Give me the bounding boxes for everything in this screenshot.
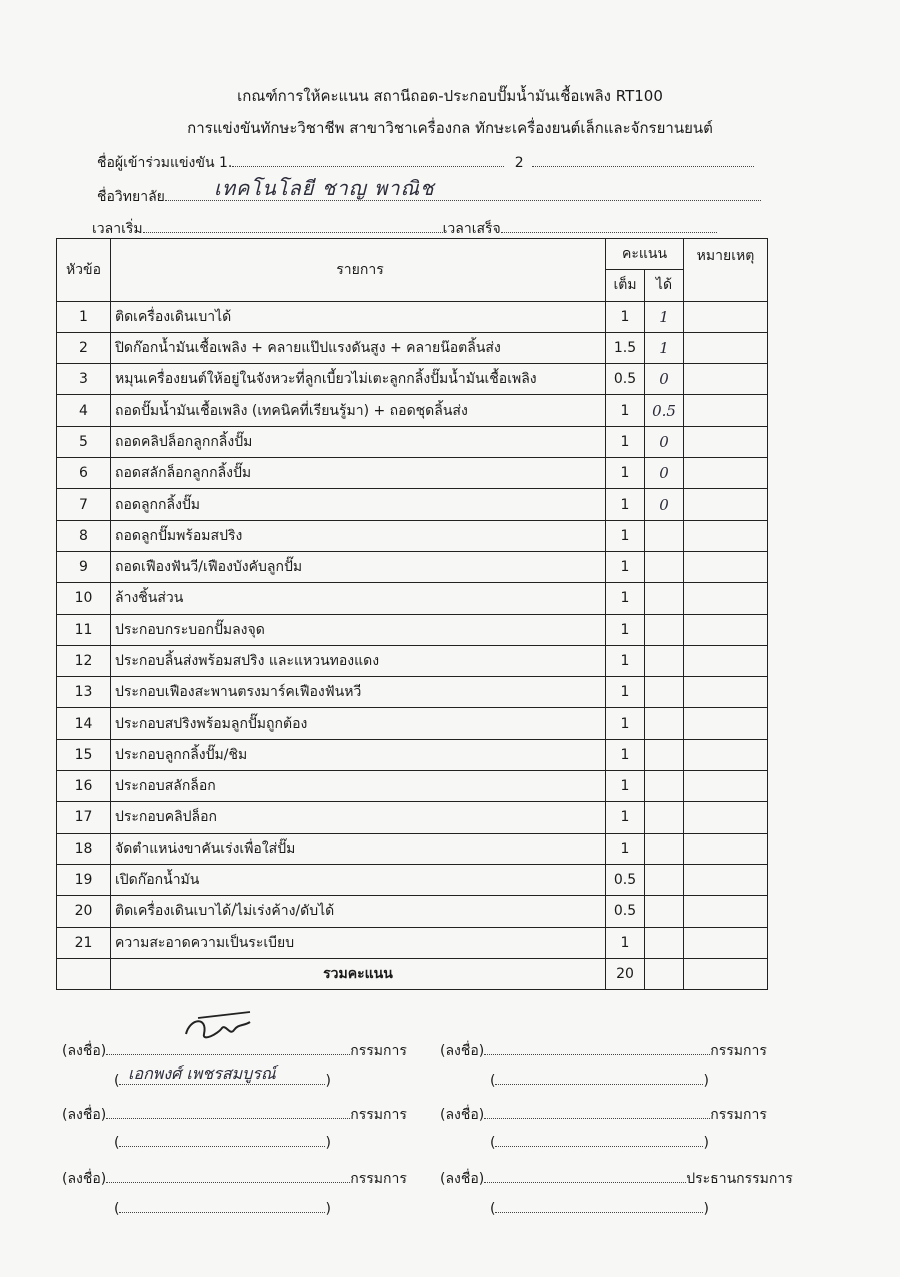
score-table-body — [57, 301, 768, 958]
signature-field[interactable] — [484, 1042, 710, 1055]
row-got-score[interactable] — [645, 583, 684, 614]
sign-label: (ลงชื่อ) — [440, 1171, 485, 1187]
row-note[interactable] — [684, 583, 768, 614]
row-full-score: 1 — [606, 677, 645, 708]
row-item: ประกอบกระบอกปั๊มลงจุด — [111, 614, 606, 645]
row-item: ประกอบคลิปล็อก — [111, 802, 606, 833]
sign-label: (ลงชื่อ) — [440, 1043, 485, 1059]
row-got-score[interactable]: 0 — [645, 458, 684, 489]
row-got-score[interactable]: 0.5 — [645, 395, 684, 426]
row-item: ถอดคลิปล็อกลูกกลิ้งปั๊ม — [111, 426, 606, 457]
name-3: ( ) — [114, 1135, 331, 1151]
row-note[interactable] — [684, 520, 768, 551]
table-row — [57, 802, 768, 833]
time-line — [92, 218, 717, 240]
end-time-label: เวลาเสร็จ — [442, 221, 501, 237]
total-full: 20 — [606, 958, 645, 989]
row-item: ล้างชิ้นส่วน — [111, 583, 606, 614]
name-2: ( ) — [490, 1073, 709, 1089]
row-got-score[interactable] — [645, 614, 684, 645]
row-got-score[interactable]: 1 — [645, 301, 684, 332]
table-row — [57, 551, 768, 582]
participant-2-label: 2 — [514, 155, 524, 171]
row-note[interactable] — [684, 426, 768, 457]
row-full-score: 1 — [606, 771, 645, 802]
row-item: เปิดก๊อกน้ำมัน — [111, 864, 606, 895]
row-got-score[interactable]: 0 — [645, 364, 684, 395]
row-number: 2 — [57, 332, 111, 363]
signature-5 — [62, 1168, 407, 1190]
participant-2-field[interactable] — [532, 154, 754, 167]
table-row — [57, 739, 768, 770]
signature-field[interactable] — [484, 1106, 710, 1119]
committee-label: กรรมการ — [710, 1043, 767, 1059]
document-title: เกณฑ์การให้คะแนน สถานีถอด-ประกอบปั๊มน้ำมันเชื้อเพลิง RT100 — [237, 87, 663, 105]
participant-line — [97, 152, 754, 174]
header-note: หมายเหตุ — [684, 239, 768, 302]
name-field[interactable] — [119, 1134, 325, 1147]
row-note[interactable] — [684, 771, 768, 802]
header-score: คะแนน — [606, 239, 684, 270]
table-row — [57, 614, 768, 645]
row-full-score: 1 — [606, 739, 645, 770]
row-got-score[interactable] — [645, 708, 684, 739]
total-got[interactable] — [645, 958, 684, 989]
row-full-score: 1 — [606, 802, 645, 833]
row-item: ประกอบลูกกลิ้งปั๊ม/ชิม — [111, 739, 606, 770]
row-full-score: 1 — [606, 520, 645, 551]
name-field[interactable] — [119, 1200, 325, 1213]
row-note[interactable] — [684, 364, 768, 395]
row-got-score[interactable] — [645, 927, 684, 958]
header-topic: หัวข้อ — [57, 239, 111, 302]
row-number: 7 — [57, 489, 111, 520]
table-row — [57, 489, 768, 520]
row-got-score[interactable] — [645, 551, 684, 582]
row-item: ประกอบสลักล็อก — [111, 771, 606, 802]
signature-6 — [440, 1168, 793, 1190]
row-number: 19 — [57, 864, 111, 895]
row-number: 9 — [57, 551, 111, 582]
college-label: ชื่อวิทยาลัย — [97, 189, 165, 205]
row-full-score: 1 — [606, 614, 645, 645]
committee-label: กรรมการ — [350, 1107, 407, 1123]
row-number: 1 — [57, 301, 111, 332]
row-got-score[interactable] — [645, 771, 684, 802]
table-row — [57, 583, 768, 614]
committee-label: กรรมการ — [350, 1171, 407, 1187]
row-number: 18 — [57, 833, 111, 864]
row-note[interactable] — [684, 833, 768, 864]
row-got-score[interactable]: 0 — [645, 426, 684, 457]
row-note[interactable] — [684, 395, 768, 426]
row-number: 10 — [57, 583, 111, 614]
score-table — [56, 238, 768, 990]
name-field[interactable] — [495, 1200, 703, 1213]
row-item: ปิดก๊อกน้ำมันเชื้อเพลิง + คลายแป๊ปแรงดันสูง + คลายน๊อตลิ้นส่ง — [111, 332, 606, 363]
row-got-score[interactable] — [645, 645, 684, 676]
total-row — [57, 958, 768, 989]
table-row — [57, 771, 768, 802]
row-full-score: 1 — [606, 645, 645, 676]
row-number: 20 — [57, 896, 111, 927]
signature-field[interactable] — [106, 1170, 350, 1183]
row-number: 8 — [57, 520, 111, 551]
row-note[interactable] — [684, 864, 768, 895]
name-4: ( ) — [490, 1135, 709, 1151]
row-number: 6 — [57, 458, 111, 489]
row-item: ประกอบเฟืองสะพานตรงมาร์คเฟืองฟันหวี — [111, 677, 606, 708]
college-handwriting: เทคโนโลยี ชาญ พาณิช — [214, 176, 435, 200]
row-full-score: 1 — [606, 583, 645, 614]
row-note[interactable] — [684, 645, 768, 676]
row-got-score[interactable] — [645, 520, 684, 551]
row-got-score[interactable]: 1 — [645, 332, 684, 363]
table-row — [57, 426, 768, 457]
row-number: 14 — [57, 708, 111, 739]
signature-3 — [62, 1104, 407, 1126]
row-full-score: 1 — [606, 489, 645, 520]
header-item: รายการ — [111, 239, 606, 302]
row-got-score[interactable] — [645, 677, 684, 708]
row-item: ถอดเฟืองฟันวี/เฟืองบังคับลูกปั๊ม — [111, 551, 606, 582]
row-number: 21 — [57, 927, 111, 958]
participant-label: ชื่อผู้เข้าร่วมแข่งขัน 1. — [97, 155, 233, 171]
row-got-score[interactable] — [645, 833, 684, 864]
signature-scribble — [178, 1004, 258, 1048]
row-item: ถอดลูกกลิ้งปั๊ม — [111, 489, 606, 520]
row-number: 13 — [57, 677, 111, 708]
row-note[interactable] — [684, 896, 768, 927]
row-note[interactable] — [684, 739, 768, 770]
row-number: 15 — [57, 739, 111, 770]
row-number: 3 — [57, 364, 111, 395]
signature-2 — [440, 1040, 767, 1062]
document-subtitle: การแข่งขันทักษะวิชาชีพ สาขาวิชาเครื่องกล ทักษะเครื่องยนต์เล็กและจักรยานยนต์ — [187, 119, 713, 137]
table-row — [57, 833, 768, 864]
signature-field[interactable] — [484, 1170, 686, 1183]
row-note[interactable] — [684, 301, 768, 332]
start-time-field[interactable] — [143, 220, 443, 233]
row-number: 5 — [57, 426, 111, 457]
participant-1-field[interactable] — [232, 154, 504, 167]
sign-label: (ลงชื่อ) — [62, 1043, 107, 1059]
row-full-score: 1 — [606, 301, 645, 332]
row-full-score: 0.5 — [606, 364, 645, 395]
row-note[interactable] — [684, 332, 768, 363]
header-full: เต็ม — [606, 270, 645, 301]
row-full-score: 0.5 — [606, 864, 645, 895]
row-item: หมุนเครื่องยนต์ให้อยู่ในจังหวะที่ลูกเบี้ยวไม่เตะลูกกลิ้งปั๊มน้ำมันเชื้อเพลิง — [111, 364, 606, 395]
total-label: รวมคะแนน — [111, 958, 606, 989]
table-row — [57, 708, 768, 739]
row-item: ถอดสลักล็อกลูกกลิ้งปั๊ม — [111, 458, 606, 489]
table-row — [57, 864, 768, 895]
signature-4 — [440, 1104, 767, 1126]
header-got: ได้ — [645, 270, 684, 301]
row-got-score[interactable] — [645, 739, 684, 770]
table-row — [57, 896, 768, 927]
row-full-score: 0.5 — [606, 896, 645, 927]
row-full-score: 1 — [606, 708, 645, 739]
committee-label: กรรมการ — [710, 1107, 767, 1123]
table-row — [57, 645, 768, 676]
row-number: 12 — [57, 645, 111, 676]
name-6: ( ) — [490, 1201, 709, 1217]
row-item: จัดตำแหน่งขาคันเร่งเพื่อใส่ปั๊ม — [111, 833, 606, 864]
row-note[interactable] — [684, 802, 768, 833]
row-full-score: 1.5 — [606, 332, 645, 363]
row-note[interactable] — [684, 708, 768, 739]
row-got-score[interactable] — [645, 802, 684, 833]
row-number: 16 — [57, 771, 111, 802]
table-row — [57, 364, 768, 395]
total-no-cell — [57, 958, 111, 989]
sign-label: (ลงชื่อ) — [62, 1107, 107, 1123]
row-got-score[interactable]: 0 — [645, 489, 684, 520]
row-note[interactable] — [684, 614, 768, 645]
row-full-score: 1 — [606, 833, 645, 864]
row-full-score: 1 — [606, 395, 645, 426]
row-number: 17 — [57, 802, 111, 833]
sign-label: (ลงชื่อ) — [62, 1171, 107, 1187]
row-note[interactable] — [684, 458, 768, 489]
row-note[interactable] — [684, 677, 768, 708]
row-got-score[interactable] — [645, 896, 684, 927]
row-item: ประกอบลิ้นส่งพร้อมสปริง และแหวนทองแดง — [111, 645, 606, 676]
table-row — [57, 520, 768, 551]
row-full-score: 1 — [606, 426, 645, 457]
sign-label: (ลงชื่อ) — [440, 1107, 485, 1123]
signature-field[interactable] — [106, 1106, 350, 1119]
row-item: ความสะอาดความเป็นระเบียบ — [111, 927, 606, 958]
name-5: ( ) — [114, 1201, 331, 1217]
row-number: 4 — [57, 395, 111, 426]
end-time-field[interactable] — [501, 220, 717, 233]
row-item: ติดเครื่องเดินเบาได้/ไม่เร่งค้าง/ดับได้ — [111, 896, 606, 927]
table-row — [57, 301, 768, 332]
chairman-label: ประธานกรรมการ — [686, 1171, 793, 1187]
row-item: ถอดปั๊มน้ำมันเชื้อเพลิง (เทคนิคที่เรียนรู้มา) + ถอดชุดลิ้นส่ง — [111, 395, 606, 426]
name-1: ( ) — [114, 1073, 331, 1089]
name-field[interactable] — [495, 1072, 703, 1085]
name-field[interactable] — [495, 1134, 703, 1147]
table-row — [57, 677, 768, 708]
row-full-score: 1 — [606, 927, 645, 958]
row-full-score: 1 — [606, 458, 645, 489]
row-got-score[interactable] — [645, 864, 684, 895]
table-row — [57, 458, 768, 489]
row-item: ถอดลูกปั๊มพร้อมสปริง — [111, 520, 606, 551]
row-note[interactable] — [684, 489, 768, 520]
name-handwriting: เอกพงศ์ เพชรสมบูรณ์ — [128, 1064, 276, 1083]
row-item: ประกอบสปริงพร้อมลูกปั๊มถูกต้อง — [111, 708, 606, 739]
row-note[interactable] — [684, 551, 768, 582]
start-time-label: เวลาเริ่ม — [92, 221, 143, 237]
row-item: ติดเครื่องเดินเบาได้ — [111, 301, 606, 332]
row-number: 11 — [57, 614, 111, 645]
table-row — [57, 927, 768, 958]
row-full-score: 1 — [606, 551, 645, 582]
total-note — [684, 958, 768, 989]
table-row — [57, 332, 768, 363]
committee-label: กรรมการ — [350, 1043, 407, 1059]
row-note[interactable] — [684, 927, 768, 958]
table-row — [57, 395, 768, 426]
